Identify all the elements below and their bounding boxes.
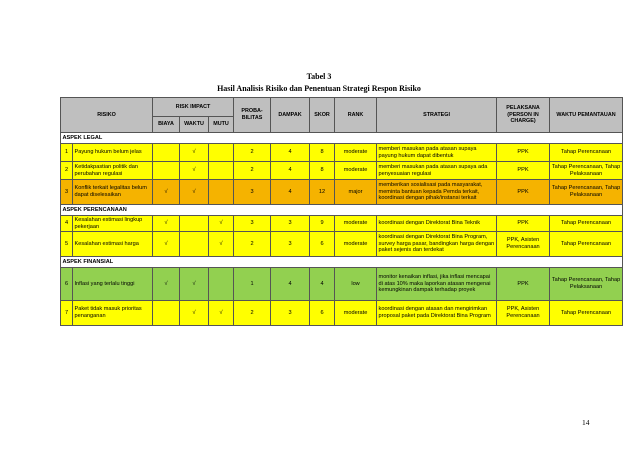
risk-score: 12	[310, 180, 335, 205]
impact-score: 4	[271, 144, 310, 162]
risk-name: Kesalahan estimasi harga	[73, 232, 153, 257]
row-number: 3	[61, 180, 73, 205]
probability: 2	[234, 162, 271, 180]
table-row	[61, 144, 623, 162]
strategy: monitor kenaikan inflasi, jika inflasi mencapai di atas 10% maka laporkan atasan mengenai kemungkinan dampak terhadap proyek	[377, 268, 497, 301]
risk-name: Kesalahan estimasi lingkup pekerjaan	[73, 216, 153, 232]
impact-mutu: √	[209, 301, 234, 326]
probability: 2	[234, 301, 271, 326]
impact-biaya	[153, 162, 180, 180]
impact-score: 4	[271, 268, 310, 301]
monitoring-time: Tahap Perencanaan	[550, 301, 623, 326]
impact-score: 4	[271, 162, 310, 180]
probability: 2	[234, 232, 271, 257]
risk-name: Konflik terkait legalitas belum dapat diselesaikan	[73, 180, 153, 205]
table-caption-subtitle: Hasil Analisis Risiko dan Penentuan Strategi Respon Risiko	[217, 84, 421, 93]
impact-biaya: √	[153, 232, 180, 257]
header-probabilitas: PROBA-BILITAS	[234, 98, 271, 133]
impact-waktu: √	[180, 144, 209, 162]
header-mutu: MUTU	[209, 117, 234, 133]
impact-biaya	[153, 144, 180, 162]
header-rank: RANK	[335, 98, 377, 133]
impact-score: 4	[271, 180, 310, 205]
table-row	[61, 301, 623, 326]
monitoring-time: Tahap Perencanaan, Tahap Pelaksanaan	[550, 268, 623, 301]
risk-name: Paket tidak masuk prioritas penanganan	[73, 301, 153, 326]
strategy: memberi masukan pada atasan supaya ada penyesuaian regulasi	[377, 162, 497, 180]
risk-rank: major	[335, 180, 377, 205]
header-strategi: STRATEGI	[377, 98, 497, 133]
risk-score: 4	[310, 268, 335, 301]
risk-rank: moderate	[335, 232, 377, 257]
section-title: ASPEK FINANSIAL	[61, 257, 623, 268]
risk-score: 6	[310, 301, 335, 326]
risk-score: 9	[310, 216, 335, 232]
impact-mutu	[209, 180, 234, 205]
risk-analysis-table	[60, 97, 623, 326]
impact-waktu	[180, 216, 209, 232]
row-number: 4	[61, 216, 73, 232]
impact-waktu: √	[180, 162, 209, 180]
header-pelaksana: PELAKSANA (PERSON IN CHARGE)	[497, 98, 550, 133]
section-title: ASPEK LEGAL	[61, 133, 623, 144]
monitoring-time: Tahap Perencanaan	[550, 216, 623, 232]
page-number: 14	[582, 418, 590, 427]
impact-waktu: √	[180, 301, 209, 326]
header-waktu-pemantauan: WAKTU PEMANTAUAN	[550, 98, 623, 133]
person-in-charge: PPK	[497, 144, 550, 162]
header-skor: SKOR	[310, 98, 335, 133]
impact-biaya: √	[153, 180, 180, 205]
person-in-charge: PPK	[497, 162, 550, 180]
risk-name: Inflasi yang terlalu tinggi	[73, 268, 153, 301]
impact-mutu: √	[209, 216, 234, 232]
impact-waktu: √	[180, 180, 209, 205]
impact-mutu	[209, 162, 234, 180]
monitoring-time: Tahap Perencanaan	[550, 144, 623, 162]
impact-score: 3	[271, 232, 310, 257]
header-risiko: RISIKO	[61, 98, 153, 133]
table-row	[61, 216, 623, 232]
strategy: koordinasi dengan Direktorat Bina Teknik	[377, 216, 497, 232]
impact-biaya: √	[153, 216, 180, 232]
impact-mutu	[209, 144, 234, 162]
strategy: koordinasi dengan atasan dan mengirimkan proposal paket pada Direktorat Bina Program	[377, 301, 497, 326]
header-risk-impact: RISK IMPACT	[153, 98, 234, 117]
probability: 3	[234, 180, 271, 205]
table-row	[61, 232, 623, 257]
section-row	[61, 205, 623, 216]
impact-waktu: √	[180, 268, 209, 301]
strategy: memberi masukan pada atasan supaya payung hukum dapat dibentuk	[377, 144, 497, 162]
risk-rank: moderate	[335, 162, 377, 180]
section-title: ASPEK PERENCANAAN	[61, 205, 623, 216]
table-row	[61, 268, 623, 301]
risk-rank: low	[335, 268, 377, 301]
monitoring-time: Tahap Perencanaan, Tahap Pelaksanaan	[550, 180, 623, 205]
risk-rank: moderate	[335, 216, 377, 232]
impact-mutu: √	[209, 232, 234, 257]
probability: 1	[234, 268, 271, 301]
header-biaya: BIAYA	[153, 117, 180, 133]
table-row	[61, 180, 623, 205]
row-number: 5	[61, 232, 73, 257]
risk-rank: moderate	[335, 301, 377, 326]
strategy: memberikan sosialisasi pada masyarakat, meminta bantuan kepada Pemda terkait, koordinasi dengan pihak/instansi terkait	[377, 180, 497, 205]
probability: 2	[234, 144, 271, 162]
impact-biaya: √	[153, 268, 180, 301]
risk-score: 8	[310, 144, 335, 162]
row-number: 1	[61, 144, 73, 162]
risk-name: Payung hukum belum jelas	[73, 144, 153, 162]
person-in-charge: PPK, Asisten Perencanaan	[497, 301, 550, 326]
risk-rank: moderate	[335, 144, 377, 162]
risk-score: 8	[310, 162, 335, 180]
section-row	[61, 257, 623, 268]
impact-score: 3	[271, 216, 310, 232]
monitoring-time: Tahap Perencanaan, Tahap Pelaksanaan	[550, 162, 623, 180]
impact-biaya	[153, 301, 180, 326]
table-caption-title: Tabel 3	[306, 72, 332, 81]
header-dampak: DAMPAK	[271, 98, 310, 133]
monitoring-time: Tahap Perencanaan	[550, 232, 623, 257]
probability: 3	[234, 216, 271, 232]
strategy: koordinasi dengan Direktorat Bina Program, survey harga pasar, bandingkan harga dengan paket sejenis dan terdekat	[377, 232, 497, 257]
row-number: 7	[61, 301, 73, 326]
person-in-charge: PPK	[497, 180, 550, 205]
header-waktu: WAKTU	[180, 117, 209, 133]
section-row	[61, 133, 623, 144]
impact-mutu	[209, 268, 234, 301]
table-row	[61, 162, 623, 180]
row-number: 2	[61, 162, 73, 180]
risk-score: 6	[310, 232, 335, 257]
table-body	[61, 133, 623, 326]
person-in-charge: PPK	[497, 268, 550, 301]
person-in-charge: PPK	[497, 216, 550, 232]
impact-score: 3	[271, 301, 310, 326]
impact-waktu	[180, 232, 209, 257]
person-in-charge: PPK, Asisten Perencanaan	[497, 232, 550, 257]
risk-name: Ketidakpastian politik dan perubahan regulasi	[73, 162, 153, 180]
row-number: 6	[61, 268, 73, 301]
